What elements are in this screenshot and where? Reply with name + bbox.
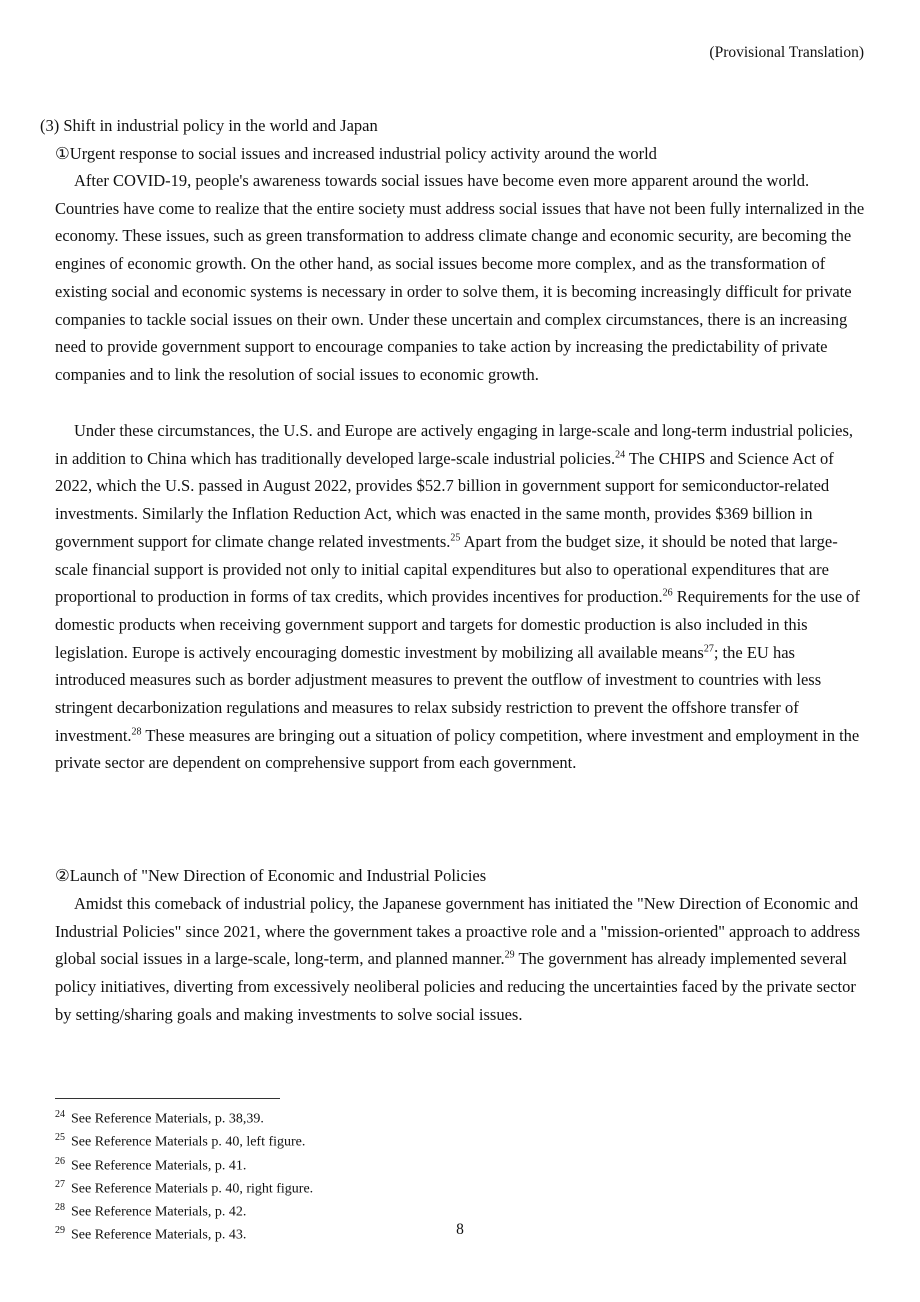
footnote-ref-27[interactable]: 27 [703,643,714,655]
footnote-ref-29[interactable]: 29 [504,949,515,961]
paragraph-text: Requirements for the use of domestic products when receiving government support and targets for domestic production is also included in this legislation. Europe is actively encouraging domestic investment by mobilizing all available means [55,587,861,662]
footnote-text: See Reference Materials p. 40, right figure. [71,1181,314,1197]
footnote-24 [55,1106,313,1129]
section-heading: (3) Shift in industrial policy in the world and Japan [40,116,378,135]
footnote-ref-28[interactable]: 28 [131,726,142,738]
paragraph-text: The government has already implemented several policy initiatives, diverting from excessively neoliberal policies and reducing the uncertainties faced by the private sector by setting/sharing goals and making investments to solve social issues. [55,949,856,1024]
footnote-number: 29 [55,1225,65,1237]
footnote-ref-25[interactable]: 25 [450,532,461,544]
paragraph-text: Apart from the budget size, it should be noted that large-scale financial support is provided not only to initial capital expenditures but also to operational expenditures that are proportional to production in forms of tax credits, which provides incentives for production. [55,531,838,607]
footnote-number: 28 [55,1202,65,1213]
footnote-text: See Reference Materials, p. 38,39. [71,1111,264,1127]
paragraph-text: ; the EU has introduced measures such as border adjustment measures to prevent the outflow of investment to countries with less stringent decarbonization regulations and measures to relax subsidy restriction to prevent the offshore transfer of investment. [55,642,822,745]
footnote-text: See Reference Materials, p. 43. [71,1227,247,1243]
subsection-heading-2: ②Launch of "New Direction of Economic and Industrial Policies [55,866,487,885]
paragraph-text: Under these circumstances, the U.S. and Europe are actively engaging in large-scale and long-term industrial policies, in addition to China which has traditionally developed large-scale industrial policies. [55,421,854,468]
footnote-number: 27 [55,1178,65,1190]
paragraph-social-issues: After COVID-19, people's awareness towards social issues have become even more apparent around the world. Countries have come to realize that the entire society must address social issues that have not been fully internalized in the economy. These issues, such as green transformation to address climate change and economic security, are becoming the engines of economic growth. On the other hand, as social issues become more complex, and as the transformation of existing social and economic systems is necessary in order to solve them, it is becoming increasingly difficult for private companies to tackle social issues on their own. Under these uncertain and complex circumstances, there is an increasing need to provide government support to encourage companies to take action by increasing the predictability of private companies and to link the resolution of social issues to economic growth. [55,171,865,384]
footnote-text: See Reference Materials p. 40, left figure. [71,1134,306,1150]
footnote-number: 24 [55,1109,65,1120]
paragraph-text: These measures are bringing out a situation of policy competition, where investment and employment in the private sector are dependent on comprehensive support from each government. [55,725,860,773]
footnote-divider [55,1098,280,1099]
page-number: 8 [456,1221,464,1238]
paragraph-us-europe-policies [55,417,865,777]
footnote-ref-24[interactable]: 24 [615,449,626,461]
footnote-number: 26 [55,1155,65,1167]
footnote-number: 25 [55,1132,65,1144]
paragraph-text: The CHIPS and Science Act of 2022, which the U.S. passed in August 2022, provides $52.7 billion in government support for semiconductor-related investments. Similarly the Inflation Reduction Act, which was enacted in the same month, provides $369 billion in government support for climate change related investments. [55,448,834,551]
footnote-26 [55,1153,313,1176]
paragraph-text: Amidst this comeback of industrial policy, the Japanese government has initiated the "New Direction of Economic and Industrial Policies" since 2021, where the government takes a proactive role and a "mission-oriented" approach to address global social issues in a large-scale, long-term, and planned manner. [55,894,861,969]
paragraph-new-direction [55,890,865,1029]
footnote-ref-26[interactable]: 26 [662,587,673,599]
footnote-25 [55,1129,313,1152]
footnote-27 [55,1176,313,1199]
footnote-28 [55,1199,313,1222]
footnote-text: See Reference Materials, p. 42. [71,1204,247,1220]
subsection-heading-1: ①Urgent response to social issues and increased industrial policy activity around the world [55,144,657,163]
footnote-text: See Reference Materials, p. 41. [71,1158,247,1174]
provisional-translation-note: (Provisional Translation) [709,44,864,61]
